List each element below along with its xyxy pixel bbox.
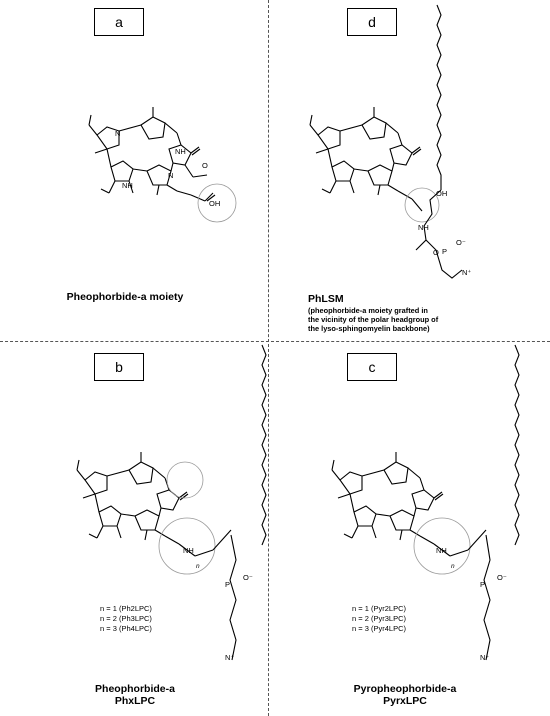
atom-label: O <box>433 248 439 257</box>
atom-label: NH <box>418 223 429 232</box>
panel-b-label: b <box>94 353 144 381</box>
pheophorbide-lpc-structure <box>77 452 231 574</box>
atom-label: N⁺ <box>225 653 235 662</box>
panel-d-subcaption-line: (pheophorbide-a moiety grafted in <box>308 306 428 315</box>
atom-label: N <box>115 129 121 138</box>
atom-label: n <box>196 563 200 570</box>
atom-label: OH <box>209 199 221 208</box>
panel-b-caption <box>55 683 215 707</box>
atom-label: N⁺ <box>480 653 490 662</box>
atom-label: N⁺ <box>462 268 472 277</box>
panel-d-subcaption-line: the vicinity of the polar headgroup of <box>308 315 439 324</box>
panel-c-caption-line2: PyrxLPC <box>383 695 427 707</box>
panel-d-subcaption-line: the lyso-sphingomyelin backbone) <box>308 324 430 333</box>
atom-label: P <box>442 247 448 256</box>
sphingosine-chain <box>437 5 441 190</box>
atom-label: n <box>451 563 455 570</box>
atom-label: NH <box>122 181 133 190</box>
atom-label: O⁻ <box>497 573 507 582</box>
atom-label: O⁻ <box>456 238 466 247</box>
atom-label: NH <box>183 546 194 555</box>
variant-item: n = 3 (Ph4LPC) <box>100 624 152 633</box>
atom-label: NH <box>436 546 447 555</box>
panel-b-variants <box>100 604 152 634</box>
acyl-chain-b <box>262 345 266 545</box>
variant-item: n = 3 (Pyr4LPC) <box>352 624 406 633</box>
atom-label: P <box>225 580 231 589</box>
panel-b-caption-line2: PhxLPC <box>114 695 156 707</box>
atom-label: OH <box>436 189 448 198</box>
pyropheophorbide-lpc-structure <box>332 452 486 574</box>
panel-d-label: d <box>347 8 397 36</box>
atom-label: N <box>168 171 174 180</box>
variant-item: n = 2 (Pyr3LPC) <box>352 614 406 623</box>
panel-a-caption: Pheophorbide-a moiety <box>66 291 184 303</box>
panel-c-label: c <box>347 353 397 381</box>
acyl-chain-c <box>515 345 519 545</box>
panel-c-caption-line1: Pyropheophorbide-a <box>353 683 457 695</box>
panel-c-caption <box>320 683 490 707</box>
variant-item: n = 1 (Ph2LPC) <box>100 604 152 613</box>
panel-a-label: a <box>94 8 144 36</box>
atom-label: P <box>480 580 486 589</box>
atom-label: O <box>202 161 208 170</box>
panel-c-variants <box>352 604 406 634</box>
atom-label: O⁻ <box>243 573 253 582</box>
panel-b-caption-line1: Pheophorbide-a <box>95 683 175 695</box>
variant-item: n = 2 (Ph3LPC) <box>100 614 152 623</box>
panel-d-caption: PhLSM <box>308 293 344 305</box>
atom-label: NH <box>175 147 186 156</box>
panel-d-subcaption <box>308 306 478 333</box>
variant-item: n = 1 (Pyr2LPC) <box>352 604 406 613</box>
phlsm-structure <box>310 107 439 222</box>
